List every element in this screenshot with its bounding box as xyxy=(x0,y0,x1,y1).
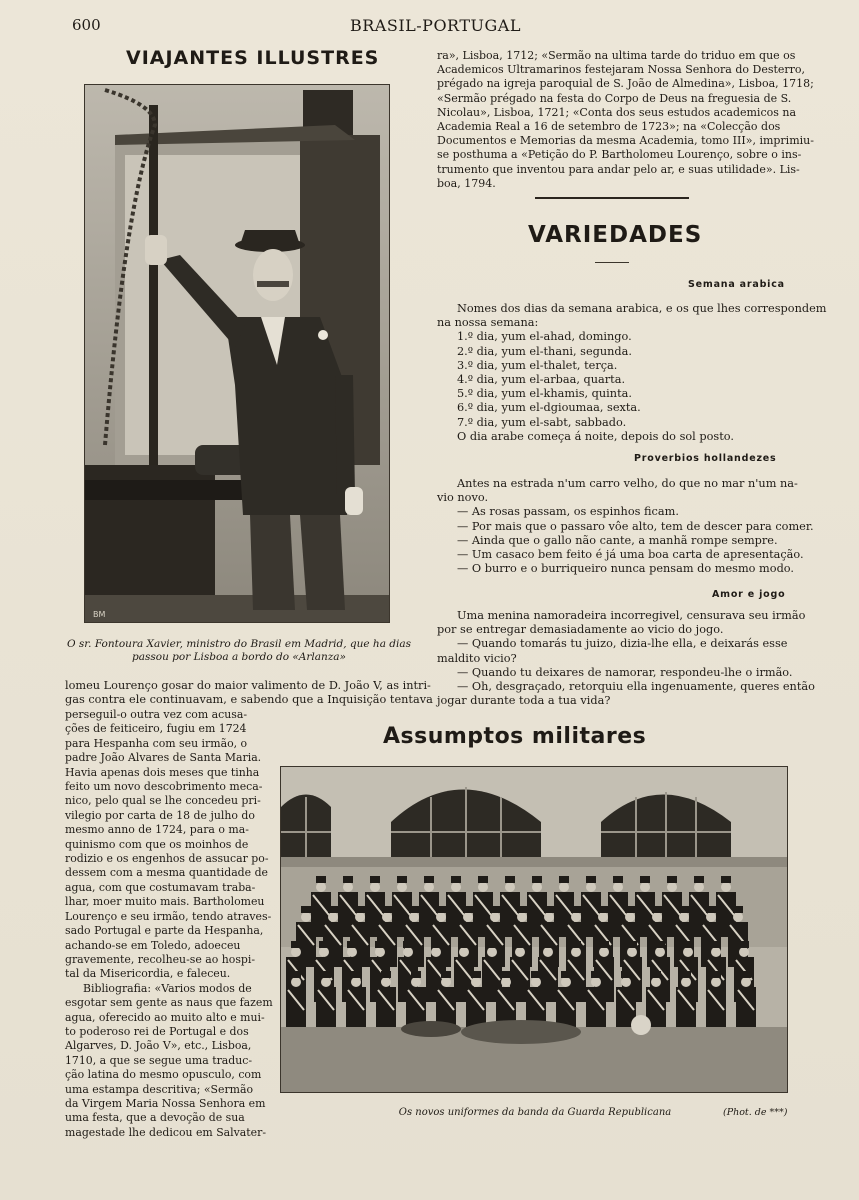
band-photo xyxy=(280,766,788,1093)
proverb-line: — O burro e o burriqueiro nunca pensam do mesmo modo. xyxy=(457,562,794,576)
text-line: padre João Alvares de Santa Maria. xyxy=(65,751,262,765)
text-line: Havia apenas dois meses que tinha xyxy=(65,765,260,779)
photo-signature: BM xyxy=(93,610,106,619)
text-line: jogar durante toda a tua vida? xyxy=(437,694,611,708)
proverb-line: — Por mais que o passaro vôe alto, tem de descer para comer. xyxy=(457,519,814,533)
text-line: lhar, moer muito mais. Bartholomeu xyxy=(65,895,265,909)
portrait-caption xyxy=(50,638,428,664)
text-line: perseguil-o outra vez com acusa- xyxy=(65,708,248,721)
text-line: trumento que inventou para andar pelo ar, e suas utilidade». Lis- xyxy=(437,162,800,176)
photo-credit: (Phot. de ***) xyxy=(723,1107,788,1118)
text-line: Nicolau», Lisboa, 1721; «Conta dos seus estudos academicos na xyxy=(437,105,797,119)
text-line: Academia Real a 16 de setembro de 1723»; na «Colecção dos xyxy=(437,120,781,134)
text-line: Uma menina namoradeira incorregivel, censurava seu irmão xyxy=(457,609,806,622)
left-body-wide xyxy=(65,679,433,707)
text-line: prégado na igreja paroquial de S. João de Almedina», Lisboa, 1718; xyxy=(437,77,814,91)
band-caption: Os novos uniformes da banda da Guarda Republicana xyxy=(398,1107,672,1118)
text-line: mesmo anno de 1724, para o ma- xyxy=(65,823,249,837)
text-line: to poderoso rei de Portugal e dos xyxy=(65,1024,249,1038)
text-line: agua, com que costumavam traba- xyxy=(65,880,256,894)
page-number: 600 xyxy=(72,16,101,34)
proverbios-heading: Proverbios hollandezes xyxy=(634,453,777,464)
running-header: BRASIL-PORTUGAL xyxy=(350,16,521,35)
text-line: Antes na estrada n'um carro velho, do que no mar n'um na- xyxy=(457,477,798,490)
text-line: ção latina do mesmo opusculo, com xyxy=(65,1068,262,1082)
text-line: ra», Lisboa, 1712; «Sermão na ultima tarde do triduo em que os xyxy=(437,49,796,62)
proverbios-text xyxy=(437,477,814,576)
text-line: dessem com a mesma quantidade de xyxy=(65,866,268,880)
text-line: por se entregar demasiadamente ao vicio do jogo. xyxy=(437,623,724,637)
text-line: Bibliografia: «Varios modos de xyxy=(83,981,252,995)
portrait-illustration xyxy=(85,85,390,623)
text-line: uma estampa descritiva; «Sermão xyxy=(65,1082,254,1096)
weekday-line: 1.º dia, yum el-ahad, domingo. xyxy=(457,330,632,344)
caption-line: O sr. Fontoura Xavier, ministro do Brasil em Madrid, que ha dias xyxy=(66,638,412,650)
caption-line: passou por Lisboa a bordo do «Arlanza» xyxy=(132,651,346,663)
text-line: maldito vicio? xyxy=(437,651,517,665)
text-line: nico, pelo qual se lhe concedeu pri- xyxy=(65,794,261,808)
weekday-line: 6.º dia, yum el-dgioumaa, sexta. xyxy=(457,401,641,415)
text-line: — Quando tomarás tu juizo, dizia-lhe ella, e deixarás esse xyxy=(457,637,788,651)
text-line: gas contra ele continuavam, e sabendo que a Inquisição tentava xyxy=(65,693,433,707)
text-line: ções de feiticeiro, fugiu em 1724 xyxy=(65,722,247,736)
text-line: — Quando tu deixares de namorar, respondeu-lhe o irmão. xyxy=(457,665,793,679)
left-body-narrow xyxy=(65,708,273,1140)
text-line: gravemente, recolheu-se ao hospi- xyxy=(65,952,256,966)
text-line: «Sermão prégado na festa do Corpo de Deus na freguesia de S. xyxy=(437,91,792,105)
text-line: para Hespanha com seu irmão, o xyxy=(65,736,248,750)
text-line: achando-se em Toledo, adoeceu xyxy=(65,938,241,952)
text-line: tal da Misericordia, e faleceu. xyxy=(65,967,231,981)
section-divider xyxy=(535,197,689,199)
amor-e-jogo-heading: Amor e jogo xyxy=(712,589,786,600)
text-line: boa, 1794. xyxy=(437,176,496,190)
text-line: vilegio por carta de 18 de julho do xyxy=(65,808,255,822)
weekday-line: 2.º dia, yum el-thani, segunda. xyxy=(457,344,632,358)
semana-arabica-text xyxy=(437,302,827,444)
portrait-photo xyxy=(84,84,390,623)
band-illustration xyxy=(281,767,788,1093)
text-line: Algarves, D. João V», etc., Lisboa, xyxy=(65,1039,252,1053)
weekday-line: 7.º dia, yum el-sabt, sabbado. xyxy=(457,415,627,429)
text-line: agua, oferecido ao muito alto e mui- xyxy=(65,1010,265,1024)
text-line: feito um novo descobrimento meca- xyxy=(65,780,263,794)
proverb-line: — As rosas passam, os espinhos ficam. xyxy=(457,505,679,519)
text-line: quinismo com que os moinhos de xyxy=(65,837,249,851)
text-line: se posthuma a «Petição do P. Bartholomeu Lourenço, sobre o ins- xyxy=(437,148,802,162)
viajantes-title: VIAJANTES ILLUSTRES xyxy=(126,47,380,69)
text-line: O dia arabe começa á noite, depois do sol posto. xyxy=(457,429,734,443)
text-line: uma festa, que a devoção de sua xyxy=(65,1111,245,1125)
text-line: esgotar sem gente as naus que fazem xyxy=(65,996,273,1010)
weekday-line: 5.º dia, yum el-khamis, quinta. xyxy=(457,387,632,401)
variedades-title: VARIEDADES xyxy=(528,222,703,248)
text-line: rodizio e os engenhos de assucar po- xyxy=(65,852,269,866)
amor-e-jogo-text xyxy=(437,609,815,708)
title-underline xyxy=(595,262,629,263)
proverb-line: — Um casaco bem feito é já uma boa carta de apresentação. xyxy=(457,548,804,562)
text-line: na nossa semana: xyxy=(437,316,539,330)
text-line: da Virgem Maria Nossa Senhora em xyxy=(65,1096,266,1110)
text-line: sado Portugal e parte da Hespanha, xyxy=(65,924,264,938)
text-line: — Oh, desgraçado, retorquiu ella ingenuamente, queres então xyxy=(457,680,815,694)
bibliography-continuation xyxy=(437,49,814,191)
weekday-line: 3.º dia, yum el-thalet, terça. xyxy=(457,358,618,372)
text-line: lomeu Lourenço gosar do maior valimento de D. João V, as intri- xyxy=(65,679,431,692)
text-line: Documentos e Memorias da mesma Academia, tomo III», imprimiu- xyxy=(437,134,814,148)
semana-arabica-heading: Semana arabica xyxy=(688,279,785,290)
assumptos-militares-title: Assumptos militares xyxy=(383,724,647,749)
weekday-line: 4.º dia, yum el-arbaa, quarta. xyxy=(457,373,626,387)
text-line: magestade lhe dedicou em Salvater- xyxy=(65,1125,267,1139)
text-line: 1710, a que se segue uma traduc- xyxy=(65,1053,253,1067)
text-line: Academicos Ultramarinos festejaram Nossa Senhora do Desterro, xyxy=(437,63,806,77)
text-line: vio novo. xyxy=(437,491,489,505)
text-line: Nomes dos dias da semana arabica, e os que lhes correspondem xyxy=(457,302,827,315)
text-line: Lourenço e seu irmão, tendo atraves- xyxy=(65,909,272,923)
proverb-line: — Ainda que o gallo não cante, a manhã rompe sempre. xyxy=(457,533,778,547)
